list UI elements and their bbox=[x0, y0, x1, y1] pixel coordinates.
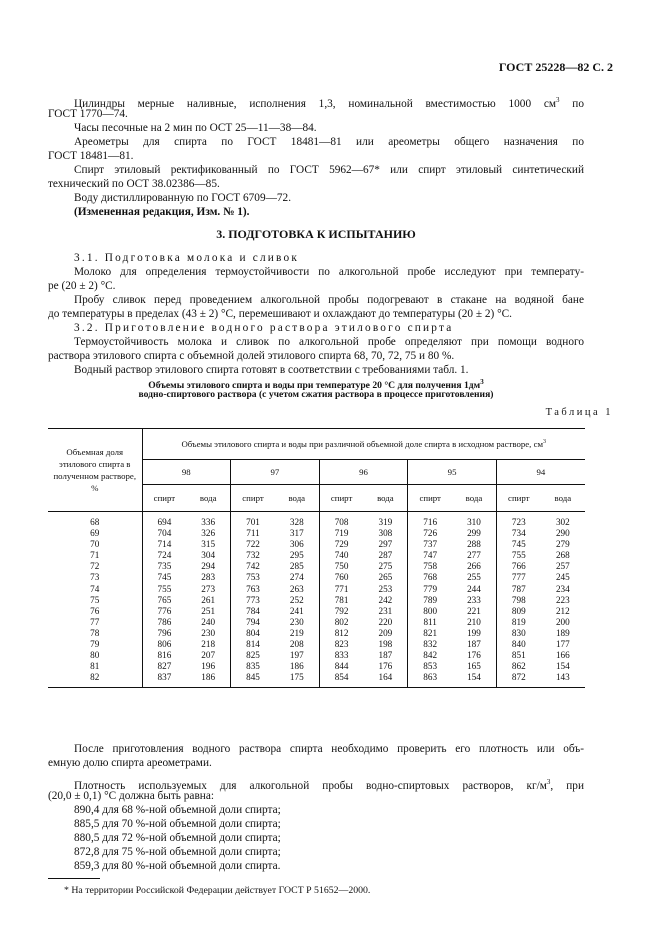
value-cell: 825 bbox=[246, 650, 260, 661]
value-cell: 221 bbox=[452, 606, 496, 617]
value-cell: 306 bbox=[275, 539, 319, 550]
concentration-header-95: 95 bbox=[408, 460, 497, 485]
spirit-subheader-96: спирт bbox=[319, 485, 363, 512]
value-cell: 844 bbox=[334, 661, 349, 672]
row-concentration-cell: 81 bbox=[48, 661, 142, 672]
table-row bbox=[48, 639, 585, 650]
table-label: Таблица 1 bbox=[545, 407, 613, 418]
value-cell: 143 bbox=[541, 672, 585, 688]
spirit-subheader-97: спирт bbox=[231, 485, 275, 512]
value-cell: 273 bbox=[186, 584, 230, 595]
value-cell: 274 bbox=[275, 572, 319, 583]
value-cell: 177 bbox=[555, 639, 570, 650]
value-cell: 722 bbox=[246, 539, 260, 550]
value-cell: 734 bbox=[511, 528, 526, 539]
value-cell: 840 bbox=[511, 639, 526, 650]
value-cell: 186 bbox=[186, 672, 230, 688]
table-row bbox=[48, 650, 585, 661]
intro-line-5: ГОСТ 18481—81. bbox=[48, 150, 134, 162]
table-caption-line1: Объемы этилового спирта и воды при температуре 20 °С для получения $1дм^3$ bbox=[148, 378, 484, 392]
value-cell: 819 bbox=[511, 616, 526, 627]
value-cell: 740 bbox=[334, 550, 349, 561]
value-cell: 800 bbox=[423, 605, 438, 616]
value-cell: 729 bbox=[334, 539, 349, 550]
value-cell: 164 bbox=[363, 672, 407, 688]
table-row bbox=[48, 561, 585, 572]
value-cell: 792 bbox=[334, 605, 349, 616]
value-cell: 219 bbox=[275, 628, 319, 639]
row-concentration-cell: 68 bbox=[48, 512, 142, 529]
value-cell: 154 bbox=[452, 672, 496, 688]
value-cell: 266 bbox=[452, 561, 496, 572]
table-row bbox=[48, 595, 585, 606]
amendment-note: (Измененная редакция, Изм. № 1). bbox=[74, 206, 250, 218]
row-header-cell: Объемная доля этилового спирта в полученном растворе, % bbox=[48, 429, 142, 512]
value-cell: 716 bbox=[423, 517, 438, 527]
value-cell: 814 bbox=[246, 639, 260, 650]
water-subheader-97: вода bbox=[275, 485, 319, 512]
value-cell: 872 bbox=[496, 672, 540, 688]
after-para2-line2: (20,0 ± 0,1) °С должна быть равна: bbox=[48, 790, 214, 802]
value-cell: 804 bbox=[246, 627, 260, 638]
value-cell: 711 bbox=[246, 528, 260, 539]
spirit-subheader-95: спирт bbox=[408, 485, 452, 512]
row-concentration-cell: 69 bbox=[48, 528, 142, 539]
value-cell: 768 bbox=[423, 572, 438, 583]
value-cell: 251 bbox=[186, 606, 230, 617]
value-cell: 832 bbox=[423, 639, 438, 650]
value-cell: 223 bbox=[555, 594, 570, 605]
value-cell: 240 bbox=[186, 617, 230, 628]
value-cell: 811 bbox=[423, 616, 437, 627]
value-cell: 176 bbox=[452, 650, 496, 661]
value-cell: 197 bbox=[275, 650, 319, 661]
value-cell: 837 bbox=[142, 672, 186, 688]
value-cell: 288 bbox=[452, 539, 496, 550]
value-cell: 234 bbox=[555, 583, 570, 594]
row-concentration-cell: 82 bbox=[48, 672, 142, 688]
value-cell: 295 bbox=[275, 550, 319, 561]
intro-line-3: Часы песочные на 2 мин по ОСТ 25—11—38—84. bbox=[74, 122, 317, 134]
value-cell: 766 bbox=[511, 561, 526, 572]
value-cell: 308 bbox=[363, 528, 407, 539]
value-cell: 287 bbox=[363, 550, 407, 561]
value-cell: 328 bbox=[275, 512, 319, 529]
value-cell: 742 bbox=[246, 561, 260, 572]
value-cell: 319 bbox=[363, 512, 407, 529]
row-concentration-cell: 71 bbox=[48, 550, 142, 561]
value-cell: 735 bbox=[157, 561, 172, 572]
value-cell: 726 bbox=[423, 528, 438, 539]
table-row bbox=[48, 572, 585, 583]
value-cell: 701 bbox=[246, 517, 260, 527]
value-cell: 275 bbox=[363, 561, 407, 572]
spirit-subheader-94: спирт bbox=[496, 485, 540, 512]
value-cell: 212 bbox=[555, 605, 570, 616]
value-cell: 241 bbox=[275, 606, 319, 617]
value-cell: 230 bbox=[186, 628, 230, 639]
concentration-header-94: 94 bbox=[496, 460, 585, 485]
value-cell: 315 bbox=[186, 539, 230, 550]
row-concentration-cell: 78 bbox=[48, 628, 142, 639]
value-cell: 745 bbox=[511, 539, 526, 550]
value-cell: 779 bbox=[423, 583, 438, 594]
row-concentration-cell: 79 bbox=[48, 639, 142, 650]
value-cell: 719 bbox=[334, 528, 349, 539]
intro-line-7: технический по ОСТ 38.02386—85. bbox=[48, 178, 220, 190]
page-header: ГОСТ 25228—82 С. 2 bbox=[498, 60, 613, 74]
value-cell: 812 bbox=[334, 627, 349, 638]
value-cell: 765 bbox=[157, 594, 172, 605]
value-cell: 821 bbox=[423, 627, 438, 638]
row-concentration-cell: 72 bbox=[48, 561, 142, 572]
value-cell: 186 bbox=[275, 661, 319, 672]
subsection-3-1-title: 3.1. Подготовка молока и сливок bbox=[74, 252, 300, 264]
value-cell: 244 bbox=[452, 584, 496, 595]
s32-para1-line2: раствора этилового спирта с объемной долей этилового спирта 68, 70, 72, 75 и 80 %. bbox=[48, 350, 455, 362]
concentration-header-98: 98 bbox=[142, 460, 231, 485]
value-cell: 317 bbox=[275, 528, 319, 539]
density-item-3: 880,5 для 72 %-ной объемной доли спирта; bbox=[74, 832, 281, 844]
spirit-subheader-98: спирт bbox=[142, 485, 186, 512]
row-concentration-cell: 74 bbox=[48, 584, 142, 595]
value-cell: 265 bbox=[363, 572, 407, 583]
value-cell: 724 bbox=[157, 550, 172, 561]
concentration-header-97: 97 bbox=[231, 460, 320, 485]
density-item-5: 859,3 для 80 %-ной объемной доли спирта. bbox=[74, 860, 281, 872]
value-cell: 253 bbox=[363, 584, 407, 595]
group-header-cell: Объемы этилового спирта и воды при различной объемной доле спирта в исходном растворе, $см^3$ bbox=[142, 429, 585, 460]
density-item-4: 872,8 для 75 %-ной объемной доли спирта; bbox=[74, 846, 281, 858]
value-cell: 297 bbox=[363, 539, 407, 550]
s31-para1-line2: ре (20 ± 2) °С. bbox=[48, 280, 116, 292]
value-cell: 277 bbox=[452, 550, 496, 561]
value-cell: 745 bbox=[157, 572, 172, 583]
value-cell: 851 bbox=[511, 650, 526, 661]
value-cell: 760 bbox=[334, 572, 349, 583]
value-cell: 209 bbox=[363, 628, 407, 639]
concentration-header-96: 96 bbox=[319, 460, 408, 485]
value-cell: 796 bbox=[157, 627, 172, 638]
value-cell: 255 bbox=[452, 572, 496, 583]
water-subheader-96: вода bbox=[363, 485, 407, 512]
intro-line-4: Ареометры для спирта по ГОСТ 18481—81 или ареометры общего назначения по bbox=[74, 136, 584, 148]
value-cell: 763 bbox=[246, 583, 260, 594]
value-cell: 294 bbox=[186, 561, 230, 572]
value-cell: 842 bbox=[423, 650, 438, 661]
alcohol-volume-table bbox=[48, 428, 585, 688]
after-para1-line2: емную долю спирта ареометрами. bbox=[48, 757, 212, 769]
table-row bbox=[48, 672, 585, 688]
value-cell: 187 bbox=[363, 650, 407, 661]
value-cell: 218 bbox=[186, 639, 230, 650]
intro-line-1: Цилиндры мерные наливные, исполнения 1,3, номинальной вместимостью 1000 $см^3$ по bbox=[74, 96, 584, 110]
value-cell: 336 bbox=[186, 512, 230, 529]
value-cell: 835 bbox=[246, 661, 260, 672]
value-cell: 853 bbox=[423, 661, 438, 672]
value-cell: 302 bbox=[555, 517, 570, 527]
value-cell: 753 bbox=[246, 572, 260, 583]
table-row bbox=[48, 606, 585, 617]
table-row bbox=[48, 628, 585, 639]
value-cell: 290 bbox=[555, 528, 570, 539]
value-cell: 208 bbox=[275, 639, 319, 650]
value-cell: 776 bbox=[157, 605, 172, 616]
value-cell: 771 bbox=[334, 583, 349, 594]
value-cell: 166 bbox=[555, 650, 570, 661]
value-cell: 789 bbox=[423, 594, 438, 605]
section-title: 3. ПОДГОТОВКА К ИСПЫТАНИЮ bbox=[216, 227, 416, 241]
value-cell: 220 bbox=[363, 617, 407, 628]
value-cell: 823 bbox=[334, 639, 349, 650]
value-cell: 196 bbox=[186, 661, 230, 672]
value-cell: 777 bbox=[511, 572, 526, 583]
value-cell: 773 bbox=[246, 594, 260, 605]
value-cell: 794 bbox=[246, 616, 260, 627]
value-cell: 198 bbox=[363, 639, 407, 650]
value-cell: 863 bbox=[408, 672, 452, 688]
value-cell: 704 bbox=[157, 528, 172, 539]
value-cell: 154 bbox=[555, 661, 570, 672]
table-caption-line2: водно-спиртового раствора (с учетом сжатия раствора в процессе приготовления) bbox=[138, 389, 494, 400]
s32-para2: Водный раствор этилового спирта готовят в соответствии с требованиями табл. 1. bbox=[74, 364, 469, 376]
value-cell: 263 bbox=[275, 584, 319, 595]
value-cell: 310 bbox=[452, 512, 496, 529]
value-cell: 732 bbox=[246, 550, 260, 561]
table-row bbox=[48, 661, 585, 672]
value-cell: 845 bbox=[231, 672, 275, 688]
value-cell: 781 bbox=[334, 594, 349, 605]
value-cell: 786 bbox=[157, 616, 172, 627]
value-cell: 806 bbox=[157, 639, 172, 650]
value-cell: 304 bbox=[186, 550, 230, 561]
table-row bbox=[48, 584, 585, 595]
value-cell: 723 bbox=[511, 517, 526, 527]
value-cell: 694 bbox=[157, 517, 172, 527]
value-cell: 758 bbox=[423, 561, 438, 572]
value-cell: 755 bbox=[511, 550, 526, 561]
table-row bbox=[48, 617, 585, 628]
value-cell: 283 bbox=[186, 572, 230, 583]
value-cell: 787 bbox=[511, 583, 526, 594]
after-para2-line1: Плотность используемых для алкогольной пробы водно-спиртовых растворов, $кг/м^3$, при bbox=[74, 778, 584, 792]
value-cell: 299 bbox=[452, 528, 496, 539]
value-cell: 862 bbox=[511, 661, 526, 672]
value-cell: 809 bbox=[511, 605, 526, 616]
row-concentration-cell: 80 bbox=[48, 650, 142, 661]
value-cell: 268 bbox=[555, 550, 570, 561]
value-cell: 252 bbox=[275, 595, 319, 606]
table-row bbox=[48, 539, 585, 550]
s31-para2-line1: Пробу сливок перед проведением алкогольной пробы подогревают в стакане на водяной бане bbox=[74, 294, 584, 306]
value-cell: 245 bbox=[555, 572, 570, 583]
s31-para2-line2: до температуры в пределах (43 ± 2) °С, перемешивают и охлаждают до температуры (20 ± 2) °С. bbox=[48, 308, 512, 320]
value-cell: 210 bbox=[452, 617, 496, 628]
footnote-rule bbox=[48, 878, 100, 879]
value-cell: 230 bbox=[275, 617, 319, 628]
row-concentration-cell: 76 bbox=[48, 606, 142, 617]
value-cell: 737 bbox=[423, 539, 438, 550]
value-cell: 199 bbox=[452, 628, 496, 639]
value-cell: 798 bbox=[511, 594, 526, 605]
subsection-3-2-title: 3.2. Приготовление водного раствора этилового спирта bbox=[74, 322, 454, 334]
footnote: * На территории Российской Федерации действует ГОСТ Р 51652—2000. bbox=[64, 885, 371, 896]
value-cell: 708 bbox=[334, 517, 349, 527]
table-row bbox=[48, 550, 585, 561]
row-concentration-cell: 70 bbox=[48, 539, 142, 550]
value-cell: 816 bbox=[157, 650, 172, 661]
intro-line-2: ГОСТ 1770—74. bbox=[48, 108, 128, 120]
row-concentration-cell: 75 bbox=[48, 595, 142, 606]
table-row bbox=[48, 512, 585, 529]
value-cell: 854 bbox=[319, 672, 363, 688]
value-cell: 830 bbox=[511, 627, 526, 638]
value-cell: 750 bbox=[334, 561, 349, 572]
value-cell: 326 bbox=[186, 528, 230, 539]
intro-line-6: Спирт этиловый ректификованный по ГОСТ 5962—67* или спирт этиловый синтетический bbox=[74, 164, 584, 176]
s32-para1-line1: Термоустойчивость молока и сливок по алкогольной пробе определяют при помощи водного bbox=[74, 336, 584, 348]
value-cell: 207 bbox=[186, 650, 230, 661]
row-concentration-cell: 77 bbox=[48, 617, 142, 628]
value-cell: 189 bbox=[555, 627, 570, 638]
value-cell: 242 bbox=[363, 595, 407, 606]
density-item-2: 885,5 для 70 %-ной объемной доли спирта; bbox=[74, 818, 281, 830]
value-cell: 233 bbox=[452, 595, 496, 606]
water-subheader-94: вода bbox=[541, 485, 585, 512]
s31-para1-line1: Молоко для определения термоустойчивости по алкогольной пробе исследуют при температу- bbox=[74, 266, 584, 278]
value-cell: 261 bbox=[186, 595, 230, 606]
intro-line-8: Воду дистиллированную по ГОСТ 6709—72. bbox=[74, 192, 292, 204]
value-cell: 755 bbox=[157, 583, 172, 594]
water-subheader-98: вода bbox=[186, 485, 230, 512]
value-cell: 827 bbox=[157, 661, 172, 672]
value-cell: 175 bbox=[275, 672, 319, 688]
density-item-1: 890,4 для 68 %-ной объемной доли спирта; bbox=[74, 804, 281, 816]
row-concentration-cell: 73 bbox=[48, 572, 142, 583]
value-cell: 200 bbox=[555, 616, 570, 627]
after-para1-line1: После приготовления водного раствора спирта необходимо проверить его плотность или объ- bbox=[74, 743, 584, 755]
value-cell: 784 bbox=[246, 605, 260, 616]
value-cell: 187 bbox=[452, 639, 496, 650]
value-cell: 231 bbox=[363, 606, 407, 617]
value-cell: 833 bbox=[334, 650, 349, 661]
value-cell: 257 bbox=[555, 561, 570, 572]
water-subheader-95: вода bbox=[452, 485, 496, 512]
value-cell: 714 bbox=[157, 539, 172, 550]
value-cell: 747 bbox=[423, 550, 438, 561]
value-cell: 165 bbox=[452, 661, 496, 672]
value-cell: 279 bbox=[555, 539, 570, 550]
value-cell: 176 bbox=[363, 661, 407, 672]
value-cell: 802 bbox=[334, 616, 349, 627]
value-cell: 285 bbox=[275, 561, 319, 572]
table-row bbox=[48, 528, 585, 539]
